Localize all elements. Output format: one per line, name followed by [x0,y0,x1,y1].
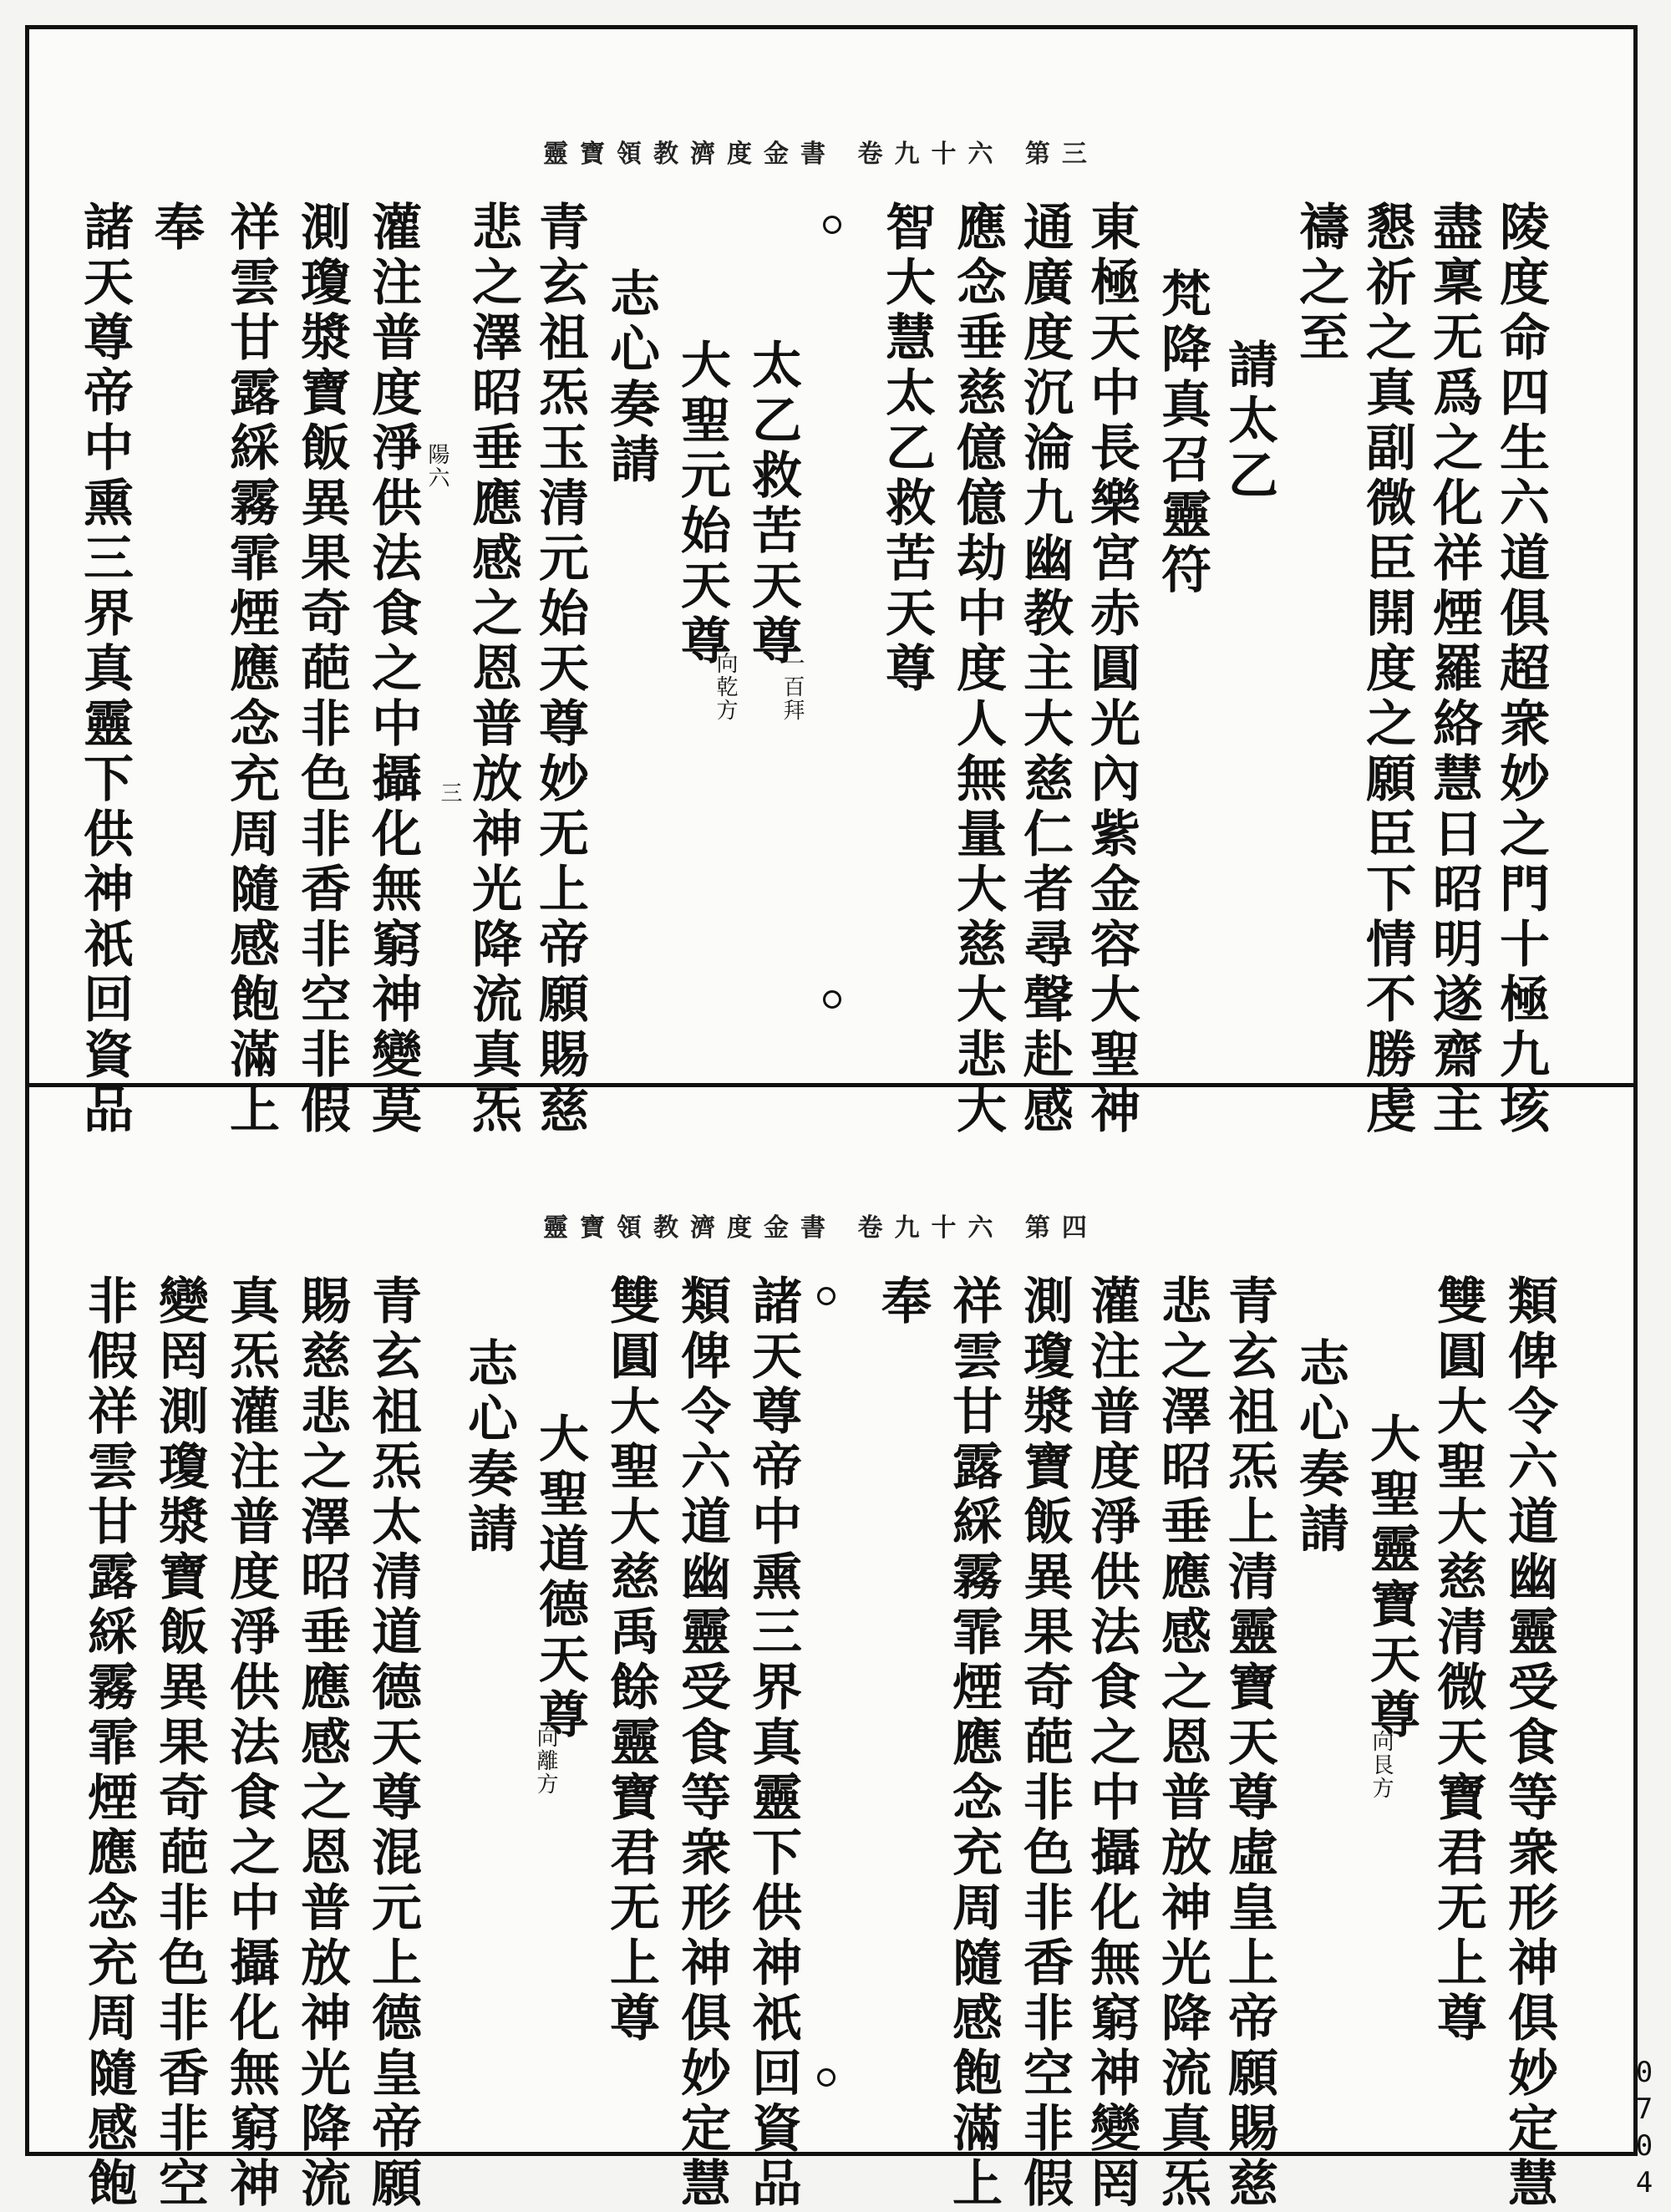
text-column: 太乙救苦天尊 [744,338,802,669]
text-column: 青玄祖炁太清道德天尊混元上德皇帝願 [363,1274,422,2212]
ritual-note: 向乾方 [713,652,738,722]
text-column: 賜慈悲之澤昭垂應感之恩普放神光降流 [292,1274,351,2212]
text-column: 悲之澤昭垂應感之恩普放神光降流真炁 [1153,1274,1211,2212]
text-column: 梵降真召靈符 [1153,267,1211,598]
text-column: 陵度命四生六道俱超衆妙之門十極九垓 [1491,201,1550,1138]
text-column: 志心奏請 [602,267,660,488]
text-column: 應念垂慈億億劫中度人無量大慈大悲大 [948,201,1007,1138]
text-column: 奉 [873,1274,932,1330]
text-column: 智大慧太乙救苦天尊 [877,201,936,697]
text-column: 大聖靈寶天尊 [1362,1412,1420,1743]
text-column: 諸天尊帝中熏三界真靈下供神祇回資品 [75,201,134,1138]
text-column: 類俾令六道幽靈受食等衆形神俱妙定慧 [1500,1274,1558,2212]
punctuation-circle [817,1287,836,1305]
text-column: 悲之澤昭垂應感之恩普放神光降流真炁 [464,201,522,1138]
page-number: 0704 [1628,2056,1661,2203]
text-column: 通廣度沉淪九幽教主大慈仁者尋聲赴感 [1015,201,1074,1138]
text-column: 變罔測瓊漿寶飯異果奇葩非色非香非空 [150,1274,209,2212]
text-column: 大聖道德天尊 [531,1412,589,1743]
text-column: 大聖元始天尊 [673,338,731,669]
margin-note: 陽六 [424,443,449,490]
text-column: 灌注普度淨供法食之中攝化無窮神變莫 [363,201,422,1138]
text-column: 懇祈之真副微臣開度之願臣下情不勝虔 [1358,201,1416,1138]
text-column: 請太乙 [1220,338,1278,504]
text-column: 盡稟无爲之化祥煙羅絡慧日昭明遂齋主 [1425,201,1483,1138]
text-column: 志心奏請 [460,1337,518,1558]
text-column: 禱之至 [1291,201,1349,366]
bottom-page-header: 靈寶領教濟度金書 卷九十六 第四 [543,1213,1099,1243]
text-column: 祥雲甘露綵霧霏煙應念充周隨感飽滿上 [221,201,280,1138]
text-column: 志心奏請 [1291,1337,1349,1558]
punctuation-circle [823,216,841,234]
text-column: 祥雲甘露綵霧霏煙應念充周隨感飽滿上 [944,1274,1003,2212]
top-page-header: 靈寶領教濟度金書 卷九十六 第三 [543,140,1099,169]
text-column: 真炁灌注普度淨供法食之中攝化無窮神 [221,1274,280,2212]
text-column: 東極天中長樂宮赤圓光內紫金容大聖神 [1082,201,1140,1138]
margin-note: 三 [437,781,462,805]
text-column: 非假祥雲甘露綵霧霏煙應念充周隨感飽 [79,1274,138,2212]
text-column: 青玄祖炁玉清元始天尊妙无上帝願賜慈 [531,201,589,1138]
text-column: 青玄祖炁上清靈寶天尊虛皇上帝願賜慈 [1220,1274,1278,2212]
ritual-note: 一百拜 [780,652,805,722]
text-column: 測瓊漿寶飯異果奇葩非色非香非空非假 [1015,1274,1074,2212]
text-column: 諸天尊帝中熏三界真靈下供神祇回資品 [744,1274,802,2212]
ritual-note: 向離方 [533,1726,558,1796]
text-column: 類俾令六道幽靈受食等衆形神俱妙定慧 [673,1274,731,2212]
text-column: 奉 [146,201,205,256]
punctuation-circle [823,990,841,1009]
text-column: 測瓊漿寶飯異果奇葩非色非香非空非假 [292,201,351,1138]
text-column: 灌注普度淨供法食之中攝化無窮神變罔 [1082,1274,1140,2212]
ritual-note: 向艮方 [1369,1730,1394,1800]
text-column: 雙圓大聖大慈清微天寶君无上尊 [1429,1274,1487,2047]
text-column: 雙圓大聖大慈禹餘靈寶君无上尊 [602,1274,660,2047]
punctuation-circle [817,2068,836,2087]
